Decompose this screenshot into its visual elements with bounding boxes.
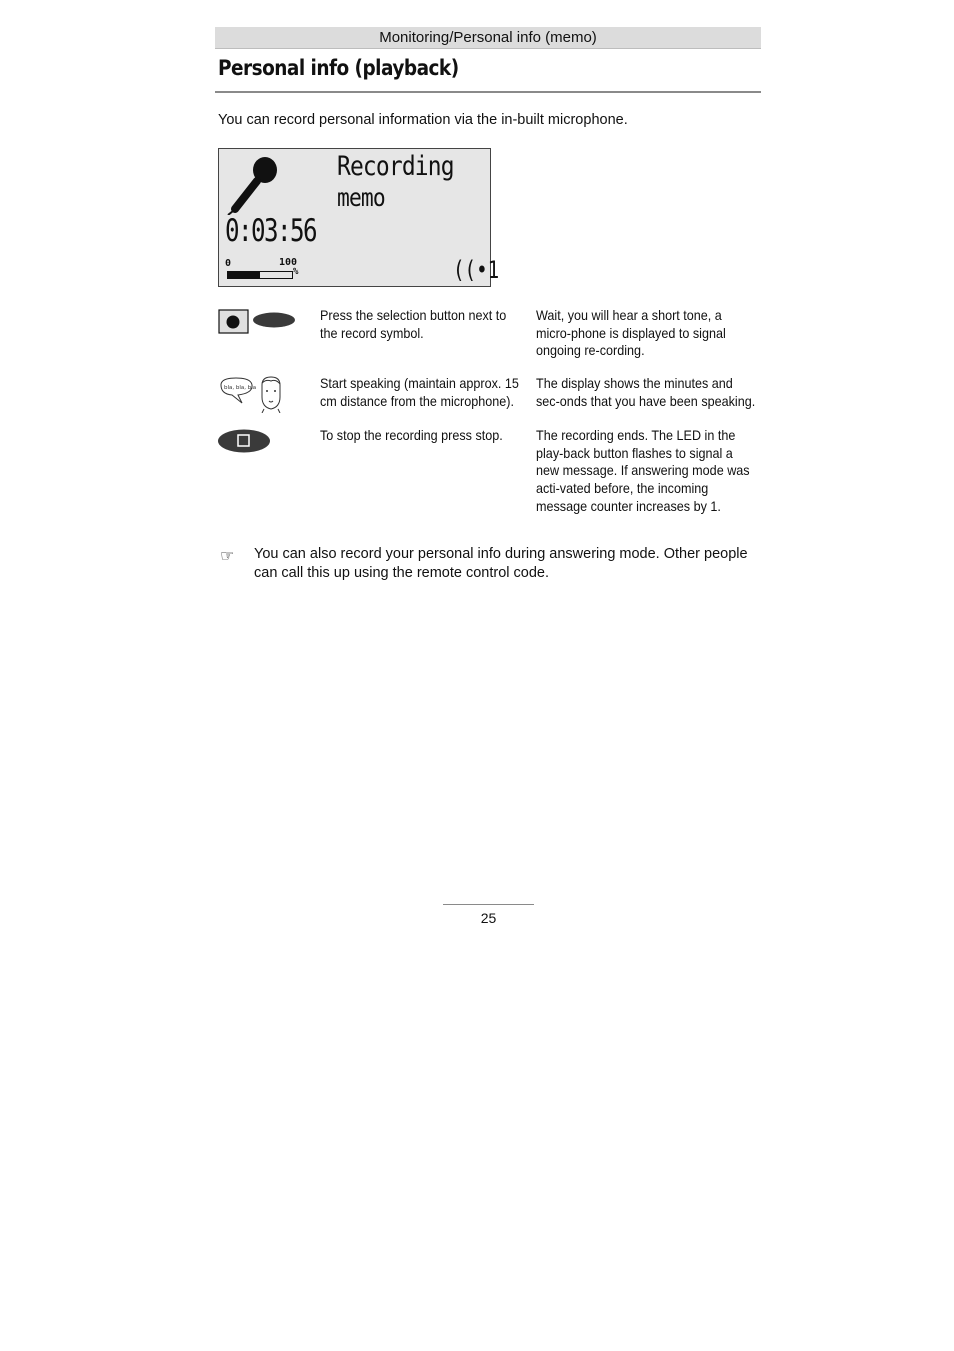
- message-counter-indicator: ((•1: [453, 256, 500, 284]
- recording-timer: 0:03:56: [225, 213, 316, 249]
- step-result: Wait, you will hear a short tone, a micro-phone is displayed to signal ongoing re-cording.: [536, 307, 726, 359]
- microphone-icon: [227, 153, 287, 215]
- recording-level-bar: [227, 271, 293, 279]
- title-divider: [215, 91, 761, 93]
- step-action: To stop the recording press stop.: [320, 427, 503, 443]
- recording-level-fill: [228, 272, 260, 278]
- pointing-hand-icon: ☞: [220, 548, 235, 565]
- step-action: Start speaking (maintain approx. 15 cm distance from the microphone).: [320, 375, 519, 409]
- footer-divider: [443, 904, 534, 905]
- step-result: The display shows the minutes and sec-onds that you have been speaking.: [536, 375, 756, 409]
- record-button-icon: [218, 309, 298, 335]
- page-number: 25: [480, 910, 497, 926]
- display-line-2: memo: [337, 183, 385, 212]
- step-action: Press the selection button next to the record symbol.: [320, 307, 507, 341]
- speech-bubble-text: bla, bla, bla: [224, 385, 257, 391]
- note-text: You can also record your personal info during answering mode. Other people can call this up using the remote control code.: [254, 546, 748, 581]
- level-scale-unit: %: [293, 267, 299, 277]
- level-scale-min: 0: [225, 258, 232, 269]
- step-result: The recording ends. The LED in the play-back button flashes to signal a new message. If answering mode was acti-vated before, the incoming message counter increases by 1.: [536, 427, 750, 514]
- display-line-1: Recording: [337, 151, 454, 182]
- level-scale-max: 100: [279, 257, 298, 268]
- page-title: Personal info (playback): [218, 56, 459, 80]
- speaking-person-icon: [218, 375, 286, 413]
- section-header: Monitoring/Personal info (memo): [215, 27, 761, 49]
- intro-text: You can record personal information via the in-built microphone.: [218, 112, 628, 128]
- stop-button-icon: [218, 428, 272, 454]
- display-screen: [218, 148, 500, 287]
